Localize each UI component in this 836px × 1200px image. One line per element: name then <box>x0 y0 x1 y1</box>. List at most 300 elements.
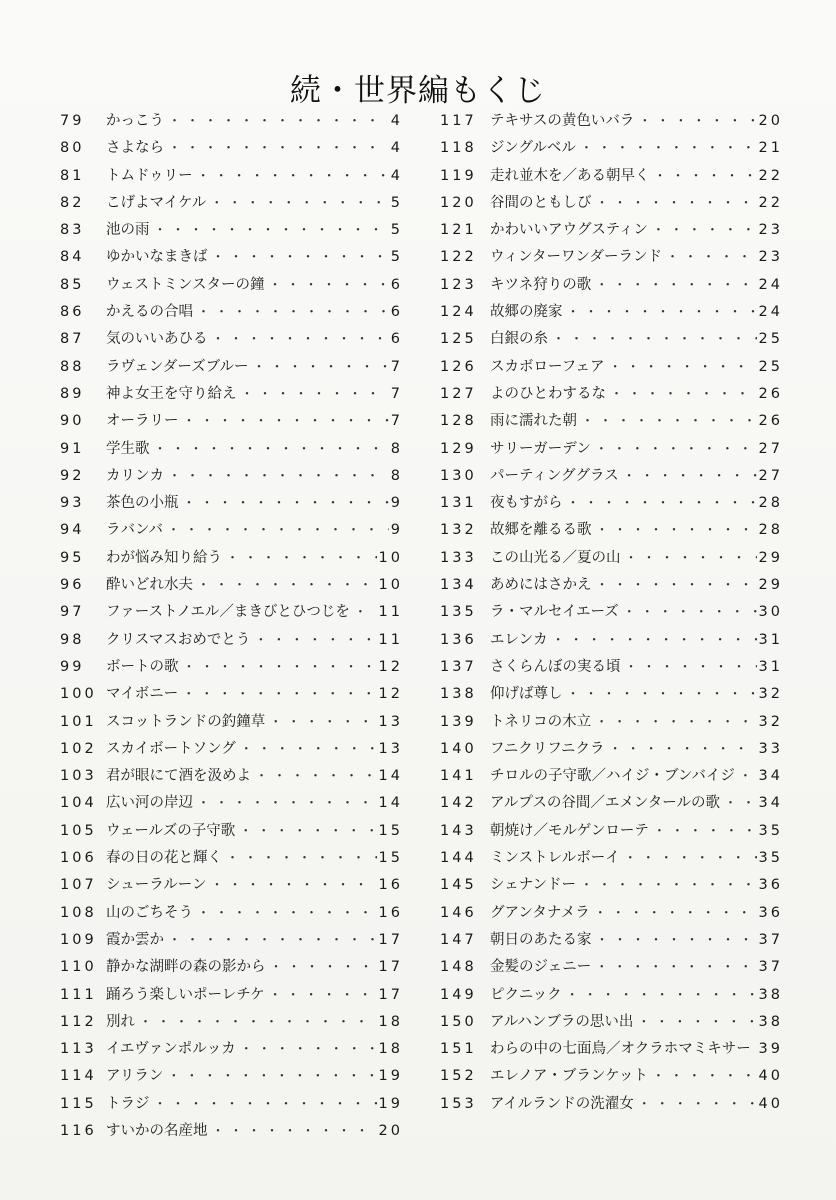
toc-entry <box>440 463 783 490</box>
toc-entry-number: 152 <box>440 1068 477 1085</box>
toc-entry <box>440 436 783 463</box>
dot-leader <box>226 845 377 872</box>
toc-entry-number: 151 <box>440 1041 477 1058</box>
toc-entry-page: 25 <box>758 358 783 375</box>
toc-entry-number: 87 <box>60 331 85 348</box>
toc-entry-number: 97 <box>60 604 85 621</box>
dot-leader <box>637 1009 756 1036</box>
toc-entry-title: 故郷の廃家 <box>490 304 563 321</box>
toc-entry-page: 10 <box>378 577 403 594</box>
toc-entry <box>440 627 783 654</box>
toc-entry-number: 124 <box>440 304 477 321</box>
toc-entry-title: ウェールズの子守歌 <box>106 822 236 839</box>
dot-leader <box>609 354 757 381</box>
toc-entry-number: 119 <box>440 167 477 184</box>
toc-entry-page: 23 <box>758 222 783 239</box>
toc-entry-title: アルハンブラの思い出 <box>490 1013 634 1030</box>
toc-entry-title: アルプスの谷間／エメンタールの歌 <box>490 795 720 812</box>
toc-entry-title: ラバンバ <box>106 522 163 539</box>
toc-entry <box>440 1036 783 1063</box>
toc-entry-page: 25 <box>758 331 783 348</box>
toc-entry-title: オーラリー <box>106 413 179 430</box>
toc-entry <box>60 490 403 517</box>
toc-entry-number: 135 <box>440 604 477 621</box>
toc-entry <box>440 572 783 599</box>
toc-entry-page: 5 <box>390 249 403 266</box>
toc-entry-title: 春の日の花と輝く <box>106 850 222 867</box>
toc-entry-title: ゆかいなまきば <box>106 249 208 266</box>
toc-entry-page: 12 <box>378 658 403 675</box>
toc-entry-page: 34 <box>758 768 783 785</box>
toc-entry-number: 145 <box>440 877 477 894</box>
toc-entry-number: 146 <box>440 904 477 921</box>
toc-entry-number: 96 <box>60 577 85 594</box>
dot-leader <box>197 163 389 190</box>
toc-entry-page: 15 <box>378 850 403 867</box>
toc-entry-page: 20 <box>758 113 783 129</box>
toc-entry-title: ラヴェンダーズブルー <box>106 358 249 375</box>
toc-entry-number: 134 <box>440 577 477 594</box>
toc-entry <box>60 326 403 353</box>
toc-entry-page: 24 <box>758 276 783 293</box>
toc-entry-title: 霞か雲か <box>106 931 164 948</box>
dot-leader <box>594 900 757 927</box>
dot-leader <box>354 599 377 626</box>
dot-leader <box>609 736 757 763</box>
toc-entry-number: 132 <box>440 522 477 539</box>
toc-entry-title: シェナンドー <box>490 877 576 894</box>
toc-entry-number: 84 <box>60 249 85 266</box>
dot-leader <box>240 736 377 763</box>
toc-entry <box>440 545 783 572</box>
dot-leader <box>625 545 757 572</box>
toc-entry-number: 142 <box>440 795 477 812</box>
toc-entry-number: 98 <box>60 631 85 648</box>
toc-entry-number: 120 <box>440 194 477 211</box>
toc-entry-title: 金髪のジェニー <box>490 959 592 976</box>
toc-entry-title: トムドゥリー <box>106 167 193 184</box>
toc-entry <box>60 818 403 845</box>
toc-entry-page: 39 <box>758 1041 783 1058</box>
dot-leader <box>210 190 389 217</box>
toc-entry-page: 4 <box>390 113 403 129</box>
toc-entry-page: 15 <box>378 822 403 839</box>
toc-entry <box>60 463 403 490</box>
dot-leader <box>595 709 756 736</box>
toc-entry-number: 144 <box>440 850 477 867</box>
toc-entry-number: 83 <box>60 222 85 239</box>
toc-entry-number: 117 <box>440 113 477 129</box>
toc-entry-number: 126 <box>440 358 477 375</box>
toc-entry-page: 5 <box>390 194 403 211</box>
toc-entry-page: 40 <box>758 1095 783 1112</box>
toc-entry-page: 26 <box>758 413 783 430</box>
toc-entry-number: 104 <box>60 795 97 812</box>
toc-entry-title: テキサスの黄色いバラ <box>490 113 635 129</box>
toc-entry-number: 115 <box>60 1095 97 1112</box>
toc-entry <box>60 736 403 763</box>
toc-entry-number: 111 <box>60 986 97 1003</box>
toc-entry-title: 神よ女王を守り給え <box>106 385 237 402</box>
toc-entry-title: イエヴァンポルッカ <box>106 1041 236 1058</box>
toc-entry-page: 22 <box>758 167 783 184</box>
dot-leader <box>623 599 757 626</box>
toc-entry-title: ウェストミンスターの鐘 <box>106 276 265 293</box>
dot-leader <box>654 163 757 190</box>
toc-entry-page: 7 <box>390 358 403 375</box>
toc-entry-title: シューラルーン <box>106 877 207 894</box>
toc-entry <box>440 1009 783 1036</box>
dot-leader <box>139 1009 377 1036</box>
toc-entry-number: 89 <box>60 385 85 402</box>
toc-entry <box>60 244 403 271</box>
toc-entry <box>440 108 783 135</box>
toc-entry-title: パーティンググラス <box>490 467 619 484</box>
toc-entry-title: わが悩み知り給う <box>106 549 222 566</box>
toc-entry-number: 92 <box>60 467 85 484</box>
dot-leader <box>638 108 756 135</box>
toc-entry-page: 35 <box>758 822 783 839</box>
toc-entry <box>440 299 783 326</box>
toc-entry-number: 139 <box>440 713 477 730</box>
toc-entry <box>60 1118 403 1145</box>
toc-entry-title: この山光る／夏の山 <box>490 549 621 566</box>
toc-entry-page: 18 <box>378 1013 403 1030</box>
dot-leader <box>567 299 757 326</box>
page-title: 続・世界編もくじ <box>290 72 546 109</box>
dot-leader <box>226 545 377 572</box>
toc-entry-number: 91 <box>60 440 85 457</box>
dot-leader <box>254 627 376 654</box>
toc-entry <box>60 845 403 872</box>
toc-entry-number: 150 <box>440 1013 477 1030</box>
toc-entry <box>60 163 403 190</box>
toc-entry-number: 140 <box>440 740 477 757</box>
toc-entry-number: 101 <box>60 713 97 730</box>
toc-entry-page: 36 <box>758 877 783 894</box>
toc-entry-number: 88 <box>60 358 85 375</box>
toc-entry <box>60 1091 403 1118</box>
toc-entry <box>60 436 403 463</box>
toc-entry <box>440 408 783 435</box>
toc-entry <box>60 1036 403 1063</box>
toc-entry-number: 85 <box>60 276 85 293</box>
toc-entry-page: 19 <box>378 1095 403 1112</box>
toc-entry-number: 102 <box>60 740 97 757</box>
toc-entry <box>440 1091 783 1118</box>
toc-entry-title: 山のごちそう <box>106 904 193 921</box>
dot-leader <box>168 927 377 954</box>
toc-column-right <box>440 108 783 1118</box>
toc-entry <box>60 408 403 435</box>
dot-leader <box>268 272 388 299</box>
toc-entry <box>60 272 403 299</box>
dot-leader <box>255 763 377 790</box>
toc-entry-title: スコットランドの釣鐘草 <box>106 713 266 730</box>
toc-entry-title: スカイボートソング <box>106 740 236 757</box>
toc-entry <box>60 627 403 654</box>
toc-entry-title: すいかの名産地 <box>106 1122 208 1139</box>
toc-entry-number: 80 <box>60 140 85 157</box>
dot-leader <box>167 1063 376 1090</box>
toc-entry-title: 茶色の小瓶 <box>106 495 179 512</box>
toc-entry-page: 12 <box>378 686 403 703</box>
toc-entry-title: フニクリフニクラ <box>490 740 605 757</box>
toc-entry-title: ファーストノエル／まきびとひつじを <box>106 604 350 621</box>
dot-leader <box>212 1118 377 1145</box>
dot-leader <box>652 217 757 244</box>
toc-entry-number: 116 <box>60 1122 97 1139</box>
toc-entry-title: 夜もすがら <box>490 495 563 512</box>
toc-entry <box>440 982 783 1009</box>
toc-entry-page: 17 <box>378 986 403 1003</box>
toc-entry-number: 86 <box>60 304 85 321</box>
dot-leader <box>239 818 376 845</box>
toc-entry-page: 6 <box>390 276 403 293</box>
dot-leader <box>595 436 757 463</box>
toc-entry-number: 118 <box>440 140 477 157</box>
dot-leader <box>624 845 757 872</box>
toc-entry <box>60 517 403 544</box>
toc-entry-page: 16 <box>378 904 403 921</box>
toc-entry-page: 7 <box>390 413 403 430</box>
toc-entry-page: 24 <box>758 304 783 321</box>
toc-entry-title: ピクニック <box>490 986 562 1003</box>
toc-entry <box>440 927 783 954</box>
toc-entry-title: ジングルベル <box>490 140 576 157</box>
toc-entry-page: 10 <box>378 549 403 566</box>
toc-entry-title: 谷間のともしび <box>490 194 592 211</box>
dot-leader <box>212 244 389 271</box>
toc-entry-number: 90 <box>60 413 85 430</box>
toc-entry-number: 141 <box>440 768 477 785</box>
dot-leader <box>253 354 389 381</box>
dot-leader <box>183 408 389 435</box>
toc-entry <box>60 654 403 681</box>
toc-entry-page: 28 <box>758 522 783 539</box>
dot-leader <box>183 654 377 681</box>
toc-entry-page: 14 <box>378 795 403 812</box>
toc-entry <box>440 326 783 353</box>
toc-entry-page: 14 <box>378 768 403 785</box>
toc-entry-number: 79 <box>60 113 85 129</box>
toc-entry-title: マイボニー <box>106 686 179 703</box>
toc-entry-page: 32 <box>758 686 783 703</box>
toc-entry-number: 103 <box>60 768 97 785</box>
dot-leader <box>739 763 757 790</box>
toc-entry <box>440 763 783 790</box>
dot-leader <box>197 790 377 817</box>
toc-entry-title: 白銀の糸 <box>490 331 548 348</box>
toc-entry <box>60 763 403 790</box>
toc-entry <box>440 1063 783 1090</box>
toc-entry-page: 4 <box>390 140 403 157</box>
dot-leader <box>580 135 757 162</box>
toc-entry <box>440 790 783 817</box>
toc-entry <box>440 709 783 736</box>
dot-leader <box>241 381 389 408</box>
toc-entry-title: さくらんぼの実る頃 <box>490 658 621 675</box>
toc-entry <box>60 681 403 708</box>
toc-entry-number: 112 <box>60 1013 97 1030</box>
dot-leader <box>197 299 389 326</box>
toc-entry-title: 雨に濡れた朝 <box>490 413 577 430</box>
toc-entry-number: 127 <box>440 385 477 402</box>
toc-entry <box>60 217 403 244</box>
dot-leader <box>154 436 389 463</box>
dot-leader <box>182 681 376 708</box>
toc-entry-number: 113 <box>60 1041 97 1058</box>
toc-entry-title: クリスマスおめでとう <box>106 631 251 648</box>
toc-entry-title: 走れ並木を／ある朝早く <box>490 167 650 184</box>
toc-entry-number: 110 <box>60 959 97 976</box>
toc-entry <box>60 599 403 626</box>
dot-leader <box>212 326 389 353</box>
toc-entry-number: 133 <box>440 549 477 566</box>
toc-entry-title: スカボローフェア <box>490 358 605 375</box>
toc-entry-number: 94 <box>60 522 85 539</box>
toc-entry-number: 149 <box>440 986 477 1003</box>
toc-entry-number: 138 <box>440 686 477 703</box>
toc-entry-title: かっこう <box>106 113 164 129</box>
toc-entry-page: 9 <box>390 495 403 512</box>
toc-entry-page: 34 <box>758 795 783 812</box>
toc-entry-number: 121 <box>440 222 477 239</box>
dot-leader <box>653 818 757 845</box>
toc-entry-number: 148 <box>440 959 477 976</box>
toc-entry-page: 29 <box>758 549 783 566</box>
dot-leader <box>666 244 757 271</box>
dot-leader <box>269 709 376 736</box>
toc-entry-number: 82 <box>60 194 85 211</box>
toc-entry-number: 125 <box>440 331 477 348</box>
toc-entry <box>440 872 783 899</box>
toc-entry <box>60 1063 403 1090</box>
toc-entry-page: 7 <box>390 385 403 402</box>
toc-entry-page: 35 <box>758 850 783 867</box>
dot-leader <box>610 381 757 408</box>
toc-entry-title: エレノア・ブランケット <box>490 1068 648 1085</box>
toc-entry <box>60 381 403 408</box>
toc-entry <box>60 108 403 135</box>
toc-entry-title: 朝焼け／モルゲンローテ <box>490 822 649 839</box>
dot-leader <box>269 982 377 1009</box>
toc-entry <box>440 845 783 872</box>
toc-entry-title: キツネ狩りの歌 <box>490 276 592 293</box>
dot-leader <box>552 326 757 353</box>
toc-entry <box>60 545 403 572</box>
dot-leader <box>567 490 757 517</box>
toc-entry-number: 107 <box>60 877 97 894</box>
toc-entry <box>440 244 783 271</box>
toc-entry-page: 40 <box>758 1068 783 1085</box>
toc-entry-title: グアンタナメラ <box>490 904 590 921</box>
toc-entry-page: 9 <box>390 522 403 539</box>
toc-entry <box>440 681 783 708</box>
dot-leader <box>596 517 757 544</box>
toc-entry-page: 36 <box>758 904 783 921</box>
toc-entry <box>440 900 783 927</box>
toc-entry-title: 酔いどれ水夫 <box>106 577 193 594</box>
toc-entry-number: 147 <box>440 931 477 948</box>
toc-entry-page: 20 <box>378 1122 403 1139</box>
toc-entry-number: 123 <box>440 276 477 293</box>
toc-entry-title: わらの中の七面鳥／オクラホマミキサー <box>490 1041 751 1058</box>
toc-entry <box>60 709 403 736</box>
toc-entry <box>60 790 403 817</box>
toc-entry-number: 108 <box>60 904 97 921</box>
dot-leader <box>580 872 757 899</box>
toc-entry <box>60 135 403 162</box>
toc-entry <box>60 982 403 1009</box>
toc-entry-page: 8 <box>390 467 403 484</box>
toc-entry-title: こげよマイケル <box>106 194 207 211</box>
dot-leader <box>168 108 389 135</box>
dot-leader <box>567 681 757 708</box>
toc-entry-page: 22 <box>758 194 783 211</box>
toc-entry-page: 13 <box>378 713 403 730</box>
toc-entry-page: 31 <box>758 631 783 648</box>
dot-leader <box>240 1036 377 1063</box>
dot-leader <box>596 190 757 217</box>
toc-entry-title: サリーガーデン <box>490 440 591 457</box>
toc-entry-title: ミンストレルボーイ <box>490 850 620 867</box>
toc-entry-title: ボートの歌 <box>106 658 179 675</box>
toc-entry-title: 別れ <box>106 1013 135 1030</box>
toc-entry-title: カリンカ <box>106 467 164 484</box>
toc-entry-page: 33 <box>758 740 783 757</box>
toc-entry <box>440 599 783 626</box>
toc-entry <box>440 954 783 981</box>
toc-entry <box>440 736 783 763</box>
toc-column-left <box>60 108 403 1145</box>
dot-leader <box>167 517 389 544</box>
toc-entry-number: 153 <box>440 1095 477 1112</box>
toc-entry <box>60 354 403 381</box>
toc-entry <box>440 163 783 190</box>
toc-entry-title: エレンカ <box>490 631 548 648</box>
dot-leader <box>197 572 377 599</box>
toc-entry <box>60 954 403 981</box>
toc-entry-number: 136 <box>440 631 477 648</box>
toc-entry-number: 100 <box>60 686 97 703</box>
toc-entry-title: 池の雨 <box>106 222 150 239</box>
toc-entry-page: 18 <box>378 1041 403 1058</box>
dot-leader <box>724 790 757 817</box>
toc-entry <box>440 135 783 162</box>
toc-entry-number: 105 <box>60 822 97 839</box>
toc-entry-title: ラ・マルセイエーズ <box>490 604 619 621</box>
toc-entry-title: トラジ <box>106 1095 150 1112</box>
toc-entry-page: 16 <box>378 877 403 894</box>
toc-entry-title: かわいいアウグスティン <box>490 222 648 239</box>
toc-entry-title: チロルの子守歌／ハイジ・ブンバイジ <box>490 768 735 785</box>
toc-entry-title: よのひとわするな <box>490 385 606 402</box>
toc-entry <box>60 1009 403 1036</box>
toc-entry-title: 学生歌 <box>106 440 150 457</box>
toc-entry <box>60 900 403 927</box>
toc-entry-number: 109 <box>60 931 97 948</box>
toc-entry-page: 19 <box>378 1068 403 1085</box>
toc-entry-page: 11 <box>378 631 403 648</box>
toc-entry <box>60 190 403 217</box>
toc-entry-number: 130 <box>440 467 477 484</box>
toc-entry-page: 13 <box>378 740 403 757</box>
toc-entry-title: あめにはさかえ <box>490 577 592 594</box>
dot-leader <box>638 1091 757 1118</box>
toc-entry <box>60 572 403 599</box>
toc-entry <box>60 872 403 899</box>
